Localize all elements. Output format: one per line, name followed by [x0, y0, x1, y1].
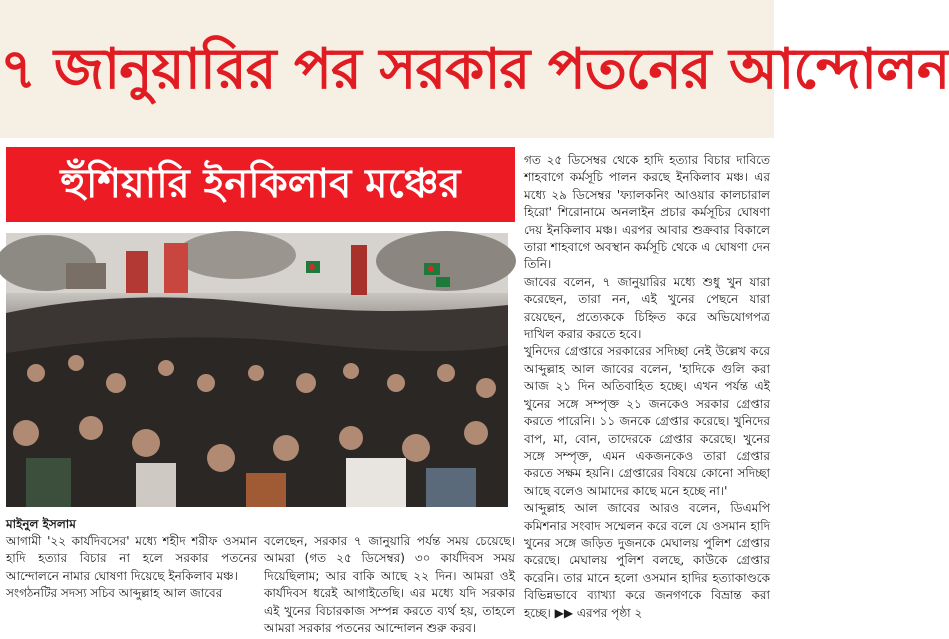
paragraph: সংগঠনটির সদস্য সচিব আব্দুল্লাহ আল জাবের: [6, 586, 223, 601]
paragraph: আগামী '২২ কার্যদিবসের' মধ্যে শহীদ শরীফ ওসমান হাদি হত্যার বিচার না হলে সরকার পতনের আন্দোলনে নামার ঘোষণা দিয়েছে ইনকিলাব মঞ্চ।: [6, 534, 257, 583]
photo-caption: মাইনুল ইসলাম: [6, 517, 76, 531]
paragraph: বলেছেন, সরকার ৭ জানুয়ারি পর্যন্ত সময় চেয়েছে। আমরা (গত ২৫ ডিসেম্বর) ৩০ কার্যদিবস সময় দিয়েছিলাম; আর বাকি আছে ২২ দিন। আমরা ওই কার্যদিবস ধরেই আগাইতেছি। এর মধ্যে যদি সরকার এই খুনের বিচারকাজ সম্পন্ন করতে ব্যর্থ হয়, তাহলে আমরা সরকার পতনের আন্দোলন শুরু করব।: [264, 534, 515, 636]
article-column-right: [524, 152, 770, 622]
continuation-note: এরপর পৃষ্ঠা ২: [576, 605, 643, 620]
paragraph: গত ২৫ ডিসেম্বর থেকে হাদি হত্যার বিচার দাবিতে শাহবাগে কর্মসূচি পালন করছে ইনকিলাব মঞ্চ। এর মধ্যে ২৯ ডিসেম্বর 'ফ্যালকনিং আওয়ার কালচারাল হিরো' শিরোনামে অনলাইন প্রচার কর্মসূচির ঘোষণা দেয় ইনকিলাব মঞ্চ। এরপর আবার শুক্রবার বিকালে তারা শাহবাগে অবস্থান কর্মসূচি থেকে এ ঘোষণা দেন তিনি।: [524, 153, 770, 272]
paragraph: খুনিদের গ্রেপ্তারে সরকারের সদিচ্ছা নেই উল্লেখ করে আব্দুল্লাহ আল জাবের বলেন, 'হাদিকে গুলি করা আজ ২১ দিন অতিবাহিত হচ্ছে। এখন পর্যন্ত এই খুনের সঙ্গে সম্পৃক্ত ২১ জনকেও সরকার গ্রেপ্তার করতে পারেনি। ১১ জনকে গ্রেপ্তার করেছে। খুনিদের বাপ, মা, বোন, তাদেরকে গ্রেপ্তার করেছে। খুনের সঙ্গে সম্পৃক্ত, এমন একজনকেও তারা গ্রেপ্তার করতে সক্ষম হয়নি। গ্রেপ্তারের বিষয়ে কোনো সদিচ্ছা আছে বলেও আমাদের কাছে মনে হচ্ছে না।': [524, 344, 770, 498]
crowd-gathering-photo: [6, 233, 508, 507]
paragraph-text: আব্দুল্লাহ আল জাবের আরও বলেন, ডিএমপি কমিশনার সংবাদ সম্মেলন করে বলে যে ওসমান হাদি খুনের সঙ্গে জড়িত দুজনকে মেঘালয় পুলিশ গ্রেপ্তার করেছে। মেঘালয় পুলিশ বলছে, কাউকে গ্রেপ্তার করেনি। তার মানে হলো ওসমান হাদির হত্যাকাণ্ডকে বিভিন্নভাবে ব্যাখ্যা করে জনগণকে বিভ্রান্ত করা হচ্ছে।: [524, 501, 770, 620]
paragraph: জাবের বলেন, ৭ জানুয়ারির মধ্যে শুধু খুন যারা করেছেন, তারা নন, এই খুনের পেছনে যারা রয়েছেন, প্রত্যেককে চিহ্নিত করে অভিযোগপত্র দাখিল করার করতে হবে।: [524, 274, 770, 342]
article-column-middle: [264, 533, 515, 637]
article-column-left: [6, 533, 257, 603]
headline: ৭ জানুয়ারির পর সরকার পতনের আন্দোলন: [0, 37, 949, 102]
double-arrow-icon: ▶▶: [554, 605, 574, 620]
paragraph: [524, 500, 770, 622]
subheadline-box: [6, 147, 515, 222]
subheadline: হুঁশিয়ারি ইনকিলাব মঞ্চের: [60, 161, 461, 207]
